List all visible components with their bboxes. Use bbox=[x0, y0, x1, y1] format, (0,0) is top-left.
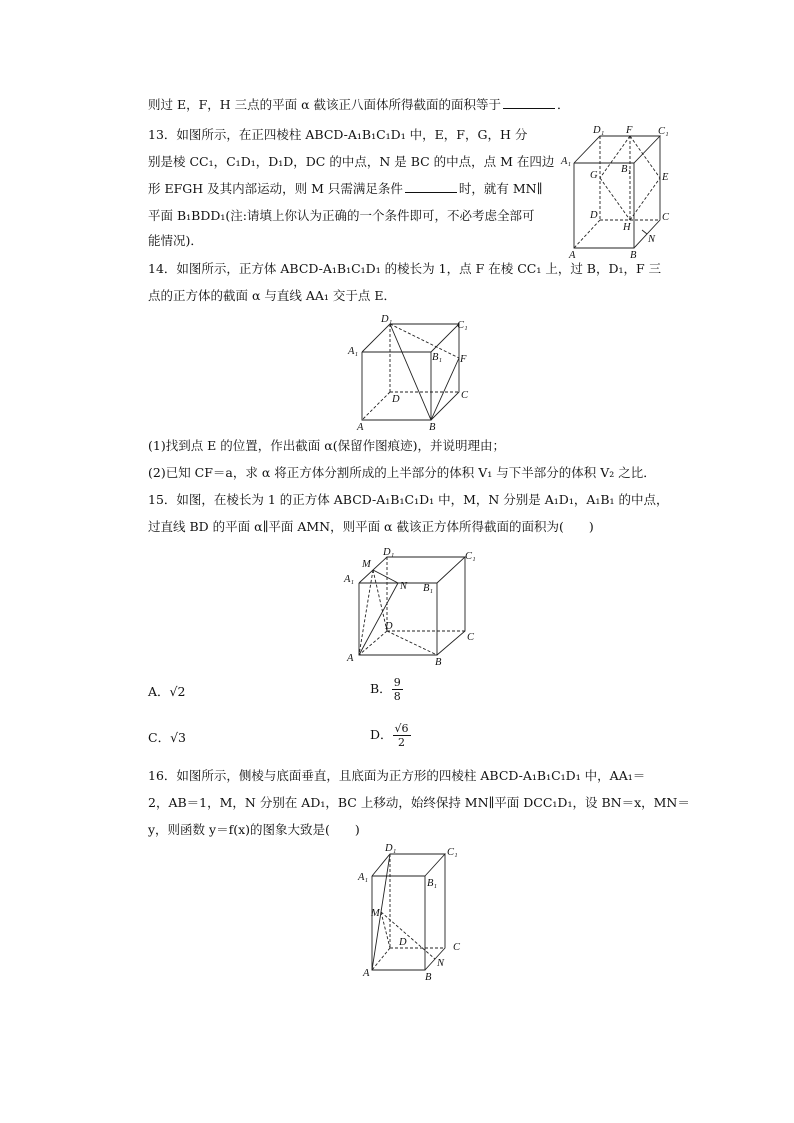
label-a: A bbox=[363, 968, 370, 979]
q14-part-2: (2)已知 CF＝a，求 α 将正方体分割所成的上半部分的体积 V₁ 与下半部分的体积 V₂ 之比． bbox=[148, 465, 656, 480]
label-a: A bbox=[347, 653, 354, 664]
option-b-fraction bbox=[392, 676, 403, 703]
q13-prism-figure bbox=[560, 120, 680, 260]
q13-line-3b: 时，就有 MN∥ bbox=[458, 181, 543, 196]
label-c1: C₁ bbox=[447, 847, 458, 858]
label-d: D bbox=[392, 394, 400, 405]
label-a1: A₁ bbox=[348, 346, 359, 357]
q14-line-1: 14．如图所示，正方体 ABCD-A₁B₁C₁D₁ 的棱长为 1，点 F 在棱 CC₁ 上，过 B，D₁，F 三 bbox=[148, 261, 662, 276]
label-f: F bbox=[626, 125, 633, 136]
label-d1: D₁ bbox=[593, 125, 605, 136]
label-m: M bbox=[371, 908, 380, 919]
option-b-label: B． bbox=[370, 681, 392, 696]
label-a1: A₁ bbox=[358, 872, 369, 883]
label-d: D bbox=[590, 210, 598, 221]
answer-blank bbox=[405, 181, 457, 193]
q13-line-1: 13．如图所示，在正四棱柱 ABCD-A₁B₁C₁D₁ 中，E，F，G，H 分 bbox=[148, 127, 528, 142]
q13-line-2: 别是棱 CC₁，C₁D₁，D₁D，DC 的中点，N 是 BC 的中点，点 M 在四边 bbox=[148, 154, 555, 169]
label-d: D bbox=[385, 621, 393, 632]
label-n: N bbox=[648, 234, 656, 245]
option-d-fraction bbox=[393, 722, 411, 749]
option-d-num: √6 bbox=[394, 722, 409, 735]
label-b1: B₁ bbox=[423, 583, 434, 594]
label-b: B bbox=[429, 422, 436, 433]
q16-line-1: 16．如图所示，侧棱与底面垂直，且底面为正方形的四棱柱 ABCD-A₁B₁C₁D₁ 中，AA₁＝ bbox=[148, 768, 646, 783]
label-a1: A₁ bbox=[344, 574, 355, 585]
option-d-label: D． bbox=[370, 727, 393, 742]
q14-part-1: (1)找到点 E 的位置，作出截面 α(保留作图痕迹)，并说明理由； bbox=[148, 438, 505, 453]
q16-prism-figure bbox=[355, 842, 485, 982]
answer-blank bbox=[503, 97, 555, 109]
q14-line-2: 点的正方体的截面 α 与直线 AA₁ 交于点 E． bbox=[148, 288, 396, 303]
label-h: H bbox=[623, 222, 631, 233]
label-a: A bbox=[569, 250, 576, 261]
label-c: C bbox=[662, 212, 670, 223]
q13-line-3 bbox=[148, 180, 542, 198]
q16-line-3: y，则函数 y＝f(x)的图象大致是( ) bbox=[148, 822, 360, 837]
label-n: N bbox=[400, 581, 408, 592]
q12-end: ． bbox=[557, 97, 570, 112]
label-c1: C₁ bbox=[658, 126, 669, 137]
q15-option-c[interactable]: C．√3 bbox=[148, 730, 186, 745]
label-b: B bbox=[630, 250, 637, 261]
q15-option-d[interactable] bbox=[370, 722, 411, 749]
label-a: A bbox=[357, 422, 364, 433]
label-n: N bbox=[437, 958, 445, 969]
q14-cube-figure bbox=[345, 310, 485, 432]
q15-line-2: 过直线 BD 的平面 α∥平面 AMN，则平面 α 截该正方体所得截面的面积为( ) bbox=[148, 519, 594, 534]
option-d-den: 2 bbox=[398, 736, 406, 749]
label-b1: B₁ bbox=[621, 164, 632, 175]
option-b-num: 9 bbox=[393, 676, 401, 689]
label-c: C bbox=[453, 942, 461, 953]
label-m: M bbox=[362, 559, 371, 570]
label-b1: B₁ bbox=[432, 352, 443, 363]
q16-line-2: 2，AB＝1，M，N 分别在 AD₁，BC 上移动，始终保持 MN∥平面 DCC₁D₁，设 BN＝x，MN＝ bbox=[148, 795, 690, 810]
label-d1: D₁ bbox=[383, 547, 395, 558]
q13-line-5: 能情况)． bbox=[148, 233, 203, 248]
label-b: B bbox=[435, 657, 442, 668]
label-b1: B₁ bbox=[427, 878, 438, 889]
label-d: D bbox=[399, 937, 407, 948]
q12-tail-text: 则过 E，F，H 三点的平面 α 截该正八面体所得截面的面积等于 bbox=[148, 97, 502, 112]
q15-option-b[interactable] bbox=[370, 676, 403, 703]
label-a1: A₁ bbox=[561, 156, 572, 167]
option-b-den: 8 bbox=[393, 690, 401, 703]
q13-line-3a: 形 EFGH 及其内部运动，则 M 只需满足条件 bbox=[148, 181, 403, 196]
q13-line-4: 平面 B₁BDD₁(注:请填上你认为正确的一个条件即可，不必考虑全部可 bbox=[148, 208, 535, 223]
label-e: E bbox=[662, 172, 669, 183]
q15-cube-figure bbox=[343, 545, 483, 670]
label-c: C bbox=[461, 390, 469, 401]
label-f: F bbox=[460, 354, 467, 365]
label-g: G bbox=[590, 170, 598, 181]
label-d1: D₁ bbox=[381, 314, 393, 325]
label-b: B bbox=[425, 972, 432, 983]
q15-line-1: 15．如图，在棱长为 1 的正方体 ABCD-A₁B₁C₁D₁ 中，M，N 分别是 A₁D₁，A₁B₁ 的中点， bbox=[148, 492, 669, 507]
label-c1: C₁ bbox=[465, 551, 476, 562]
q12-tail-line bbox=[148, 96, 570, 114]
label-c: C bbox=[467, 632, 475, 643]
label-c1: C₁ bbox=[457, 320, 468, 331]
q15-option-a[interactable]: A．√2 bbox=[148, 684, 186, 699]
label-d1: D₁ bbox=[385, 843, 397, 854]
